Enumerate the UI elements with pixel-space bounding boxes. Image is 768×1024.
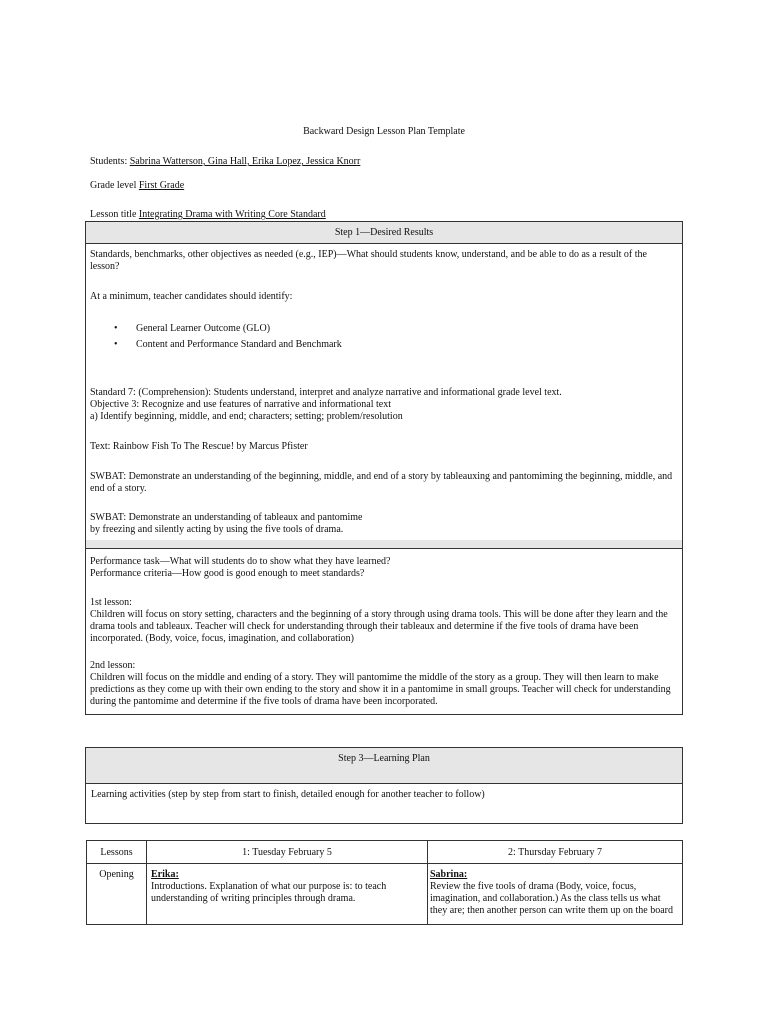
opening-lesson1 [151, 869, 401, 905]
step1-header: Step 1—Desired Results [86, 222, 682, 244]
presenter-name: Sabrina: [430, 869, 468, 880]
row-divider [87, 863, 682, 864]
opening-label: Opening [99, 869, 134, 880]
grade-label: Grade level [90, 180, 139, 191]
step1-table [85, 221, 683, 715]
opening-lesson1-text: Introductions. Explanation of what our purpose is: to teach understanding of writing principles through drama. [151, 881, 387, 904]
step1-min-note: At a minimum, teacher candidates should identify: [90, 291, 293, 302]
performance-task: Performance task—What will students do to show what they have learned? [90, 556, 391, 567]
performance-block [90, 556, 678, 580]
step1-bullet-list [90, 323, 342, 355]
lesson-title-value: Integrating Drama with Writing Core Standard [138, 209, 326, 220]
lessons-table [86, 840, 683, 925]
step2-divider [86, 540, 682, 549]
presenter-name: Erika: [151, 869, 179, 880]
learning-activities: Learning activities (step by step from start to finish, detailed enough for another teacher to follow) [91, 789, 485, 800]
students-label: Students: [90, 156, 130, 167]
students-value: Sabrina Watterson, Gina Hall, Erika Lopez, Jessica Knorr [129, 156, 361, 167]
standard-line: Standard 7: (Comprehension): Students understand, interpret and analyze narrative and informational grade level text. [90, 387, 562, 398]
step3-header: Step 3—Learning Plan [86, 748, 682, 784]
grade-value: First Grade [138, 180, 185, 191]
lesson2-block [90, 660, 680, 708]
swbat-2-line: SWBAT: Demonstrate an understanding of tableaux and pantomime [90, 512, 363, 523]
students-line [90, 156, 360, 168]
opening-lesson2 [430, 869, 680, 917]
lesson-title-line [90, 209, 326, 221]
lesson2-label: 2nd lesson: [90, 660, 136, 671]
step1-prompt: Standards, benchmarks, other objectives as needed (e.g., IEP)—What should students know, understand, and be able to do as a result of the lesson? [90, 249, 647, 272]
bullet-item: • General Learner Outcome (GLO) [90, 323, 342, 339]
step3-table [85, 747, 683, 824]
lesson2-text: Children will focus on the middle and ending of a story. They will pantomime the middle of the story as a group. They will then learn to make predictions as they come up with their own ending to the story and show it in a pantomime in small groups. Teacher will check for understanding during the pantomime and determine if the five tools of drama have been incorporated. [90, 672, 671, 707]
grade-line [90, 180, 184, 192]
lesson1-date-header: 1: Tuesday February 5 [242, 847, 332, 858]
objective-line: Objective 3: Recognize and use features of narrative and informational text [90, 399, 391, 410]
lesson1-block [90, 597, 680, 645]
opening-lesson2-text: Review the five tools of drama (Body, voice, focus, imagination, and collaboration.) As the class tells us what they are; then another person can write them up on the board [430, 881, 673, 916]
swbat-1: SWBAT: Demonstrate an understanding of the beginning, middle, and end of a story by tableauxing and pantomiming the beginning, middle, and end of a story. [90, 471, 673, 494]
bullet-item: • Content and Performance Standard and Benchmark [90, 339, 342, 355]
performance-criteria: Performance criteria—How good is good enough to meet standards? [90, 568, 365, 579]
lessons-header: Lessons [100, 847, 133, 858]
text-line: Text: Rainbow Fish To The Rescue! by Marcus Pfister [90, 441, 308, 452]
lesson-title-label: Lesson title [90, 209, 139, 220]
swbat-2 [90, 512, 678, 536]
swbat-2-line: by freezing and silently acting by using the five tools of drama. [90, 524, 344, 535]
lesson1-label: 1st lesson: [90, 597, 132, 608]
identify-line: a) Identify beginning, middle, and end; characters; setting; problem/resolution [90, 411, 403, 422]
lesson1-text: Children will focus on story setting, characters and the beginning of a story through using drama tools. This will be done after they learn and the drama tools and tableaux. Teacher will check for understanding through their tableaux and determine if the five tools of drama have been incorporated. (Body, voice, focus, imagination, and collaboration) [90, 609, 668, 644]
document-title: Backward Design Lesson Plan Template [303, 126, 465, 137]
lesson2-date-header: 2: Thursday February 7 [508, 847, 602, 858]
standard-block [90, 387, 678, 423]
